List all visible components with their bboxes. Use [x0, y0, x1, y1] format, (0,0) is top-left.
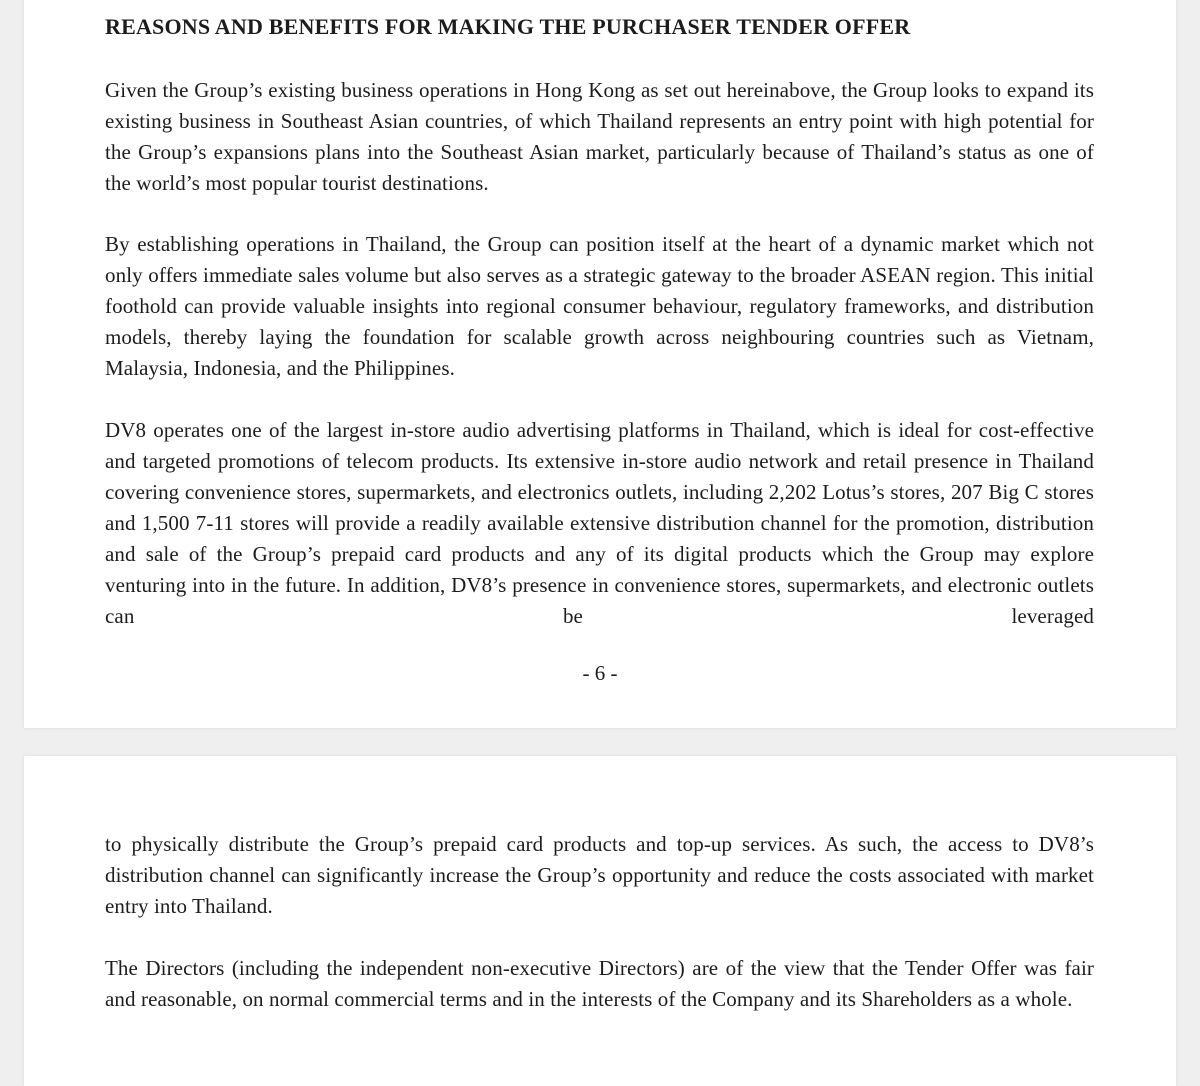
section-heading: REASONS AND BENEFITS FOR MAKING THE PURCHASER TENDER OFFER: [105, 14, 911, 39]
document-page-7: [24, 756, 1176, 1086]
paragraph-distribution-channel: to physically distribute the Group’s prepaid card products and top-up services. As such, the access to DV8’s distribution channel can significantly increase the Group’s opportunity and reduce the costs associated with market entry into Thailand.: [105, 832, 1094, 918]
paragraph-dv8-platform: DV8 operates one of the largest in-store audio advertising platforms in Thailand, which is ideal for cost-effective and targeted promotions of telecom products. Its extensive in-store audio network and retail presence in Thailand covering convenience stores, supermarkets, and electronics outlets, including 2,202 Lotus’s stores, 207 Big C stores and 1,500 7-11 stores will provide a readily available extensive distribution channel for the promotion, distribution and sale of the Group’s prepaid card products and any of its digital products which the Group may explore venturing into in the future. In addition, DV8’s presence in convenience stores, supermarkets, and electronic outlets can be leveraged: [105, 418, 1094, 628]
paragraph-expansion-plans: Given the Group’s existing business operations in Hong Kong as set out hereinabove, the Group looks to expand its existing business in Southeast Asian countries, of which Thailand represents an entry point with high potential for the Group’s expansions plans into the Southeast Asian market, particularly because of Thailand’s status as one of the world’s most popular tourist destinations.: [105, 78, 1094, 195]
document-page-6: [24, 0, 1176, 728]
paragraph-directors-view: The Directors (including the independent non-executive Directors) are of the view that the Tender Offer was fair and reasonable, on normal commercial terms and in the interests of the Company and its Shareholders as a whole.: [105, 956, 1094, 1011]
paragraph-thailand-operations: By establishing operations in Thailand, the Group can position itself at the heart of a dynamic market which not only offers immediate sales volume but also serves as a strategic gateway to the broader ASEAN region. This initial foothold can provide valuable insights into regional consumer behaviour, regulatory frameworks, and distribution models, thereby laying the foundation for scalable growth across neighbouring countries such as Vietnam, Malaysia, Indonesia, and the Philippines.: [105, 232, 1094, 380]
page-number: - 6 -: [582, 661, 618, 685]
